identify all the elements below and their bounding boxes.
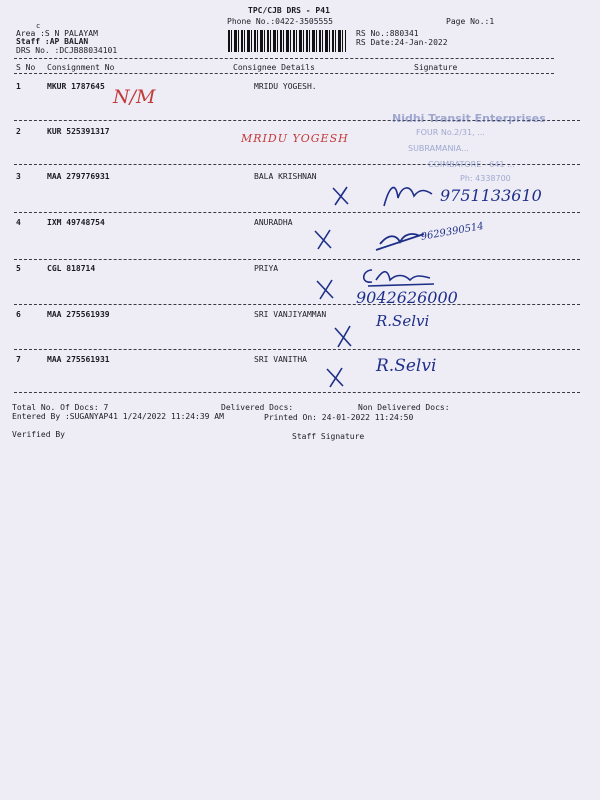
row-7-consignment: MAA 275561931 <box>47 355 110 364</box>
row-7-consignee: SRI VANITHA <box>254 355 307 364</box>
row-4-sno: 4 <box>16 218 21 227</box>
column-sno: S No <box>16 63 36 72</box>
total-docs: Total No. Of Docs: 7 <box>12 403 109 412</box>
row-3-phone: 9751133610 <box>440 186 542 205</box>
row-4-cross-mark <box>312 226 334 252</box>
drs-number: DRS No. :DCJB88034101 <box>16 46 118 55</box>
column-consignment: Consignment No <box>47 63 115 72</box>
stamp-line-4: COIMBATORE - 641 ... <box>428 160 515 169</box>
staff-signature: Staff Signature <box>292 432 365 441</box>
row-2-consignment: KUR 525391317 <box>47 127 110 136</box>
row-3-cross-mark <box>330 184 352 208</box>
row-3-scribble <box>380 178 440 210</box>
row-3-consignee: BALA KRISHNAN <box>254 172 317 181</box>
row-1-sno: 1 <box>16 82 21 91</box>
row-2-signature: MRIDU YOGESH <box>241 132 349 145</box>
entered-by: Entered By :SUGANYAP41 1/24/2022 11:24:39 AM <box>12 412 224 421</box>
row-7-cross-mark <box>324 364 346 390</box>
row-5-cross-mark <box>314 276 336 302</box>
row-2-sno: 2 <box>16 127 21 136</box>
non-delivered-docs: Non Delivered Docs: <box>358 403 450 412</box>
row-3-sno: 3 <box>16 172 21 181</box>
column-consignee: Consignee Details <box>233 63 315 72</box>
row-1-consignment: MKUR 1787645 <box>47 82 105 91</box>
row-6-divider <box>14 349 580 350</box>
verified-by: Verified By <box>12 430 65 439</box>
header-rule-top <box>14 58 554 59</box>
row-4-consignee: ANURADHA <box>254 218 293 227</box>
page-number: Page No.:1 <box>446 17 495 26</box>
document-title: TPC/CJB DRS - P41 <box>248 6 330 15</box>
stamp-line-2: FOUR No.2/31, ... <box>416 128 485 137</box>
staff: Staff :AP BALAN <box>16 37 89 46</box>
row-5-divider <box>14 304 580 305</box>
column-signature: Signature <box>414 63 458 72</box>
row-5-scribble <box>358 262 438 290</box>
row-1-signature: N/M <box>113 86 156 108</box>
stamp-line-5: Ph: 4338700 <box>460 174 511 183</box>
row-4-phone: 9629390514 <box>420 220 485 243</box>
rs-number: RS No.:880341 <box>356 29 419 38</box>
row-7-signature: R.Selvi <box>376 356 437 376</box>
row-5-consignment: CGL 818714 <box>47 264 96 273</box>
row-6-signature: R.Selvi <box>376 312 430 330</box>
row-6-consignee: SRI VANJIYAMMAN <box>254 310 327 319</box>
header-mark: c <box>36 22 41 30</box>
row-6-consignment: MAA 275561939 <box>47 310 110 319</box>
barcode <box>228 30 346 52</box>
row-6-sno: 6 <box>16 310 21 319</box>
row-7-sno: 7 <box>16 355 21 364</box>
stamp-line-3: SUBRAMANIA... <box>408 144 469 153</box>
row-6-cross-mark <box>332 322 354 350</box>
stamp-line-1: Nidhi Transit Enterprises <box>392 112 546 125</box>
printed-on: Printed On: 24-01-2022 11:24:50 <box>264 413 414 422</box>
row-3-consignment: MAA 279776931 <box>47 172 110 181</box>
header-rule-bottom <box>14 73 554 74</box>
row-5-sno: 5 <box>16 264 21 273</box>
delivered-docs: Delivered Docs: <box>221 403 294 412</box>
row-4-consignment: IXM 49748754 <box>47 218 105 227</box>
row-5-consignee: PRIYA <box>254 264 279 273</box>
row-3-divider <box>14 212 580 213</box>
row-5-phone: 9042626000 <box>356 288 458 307</box>
rs-date: RS Date:24-Jan-2022 <box>356 38 448 47</box>
area: Area :S N PALAYAM <box>16 29 98 38</box>
row-1-consignee: MRIDU YOGESH. <box>254 82 317 91</box>
phone-number: Phone No.:0422-3505555 <box>227 17 333 26</box>
row-7-divider <box>14 392 580 393</box>
row-4-divider <box>14 259 580 260</box>
